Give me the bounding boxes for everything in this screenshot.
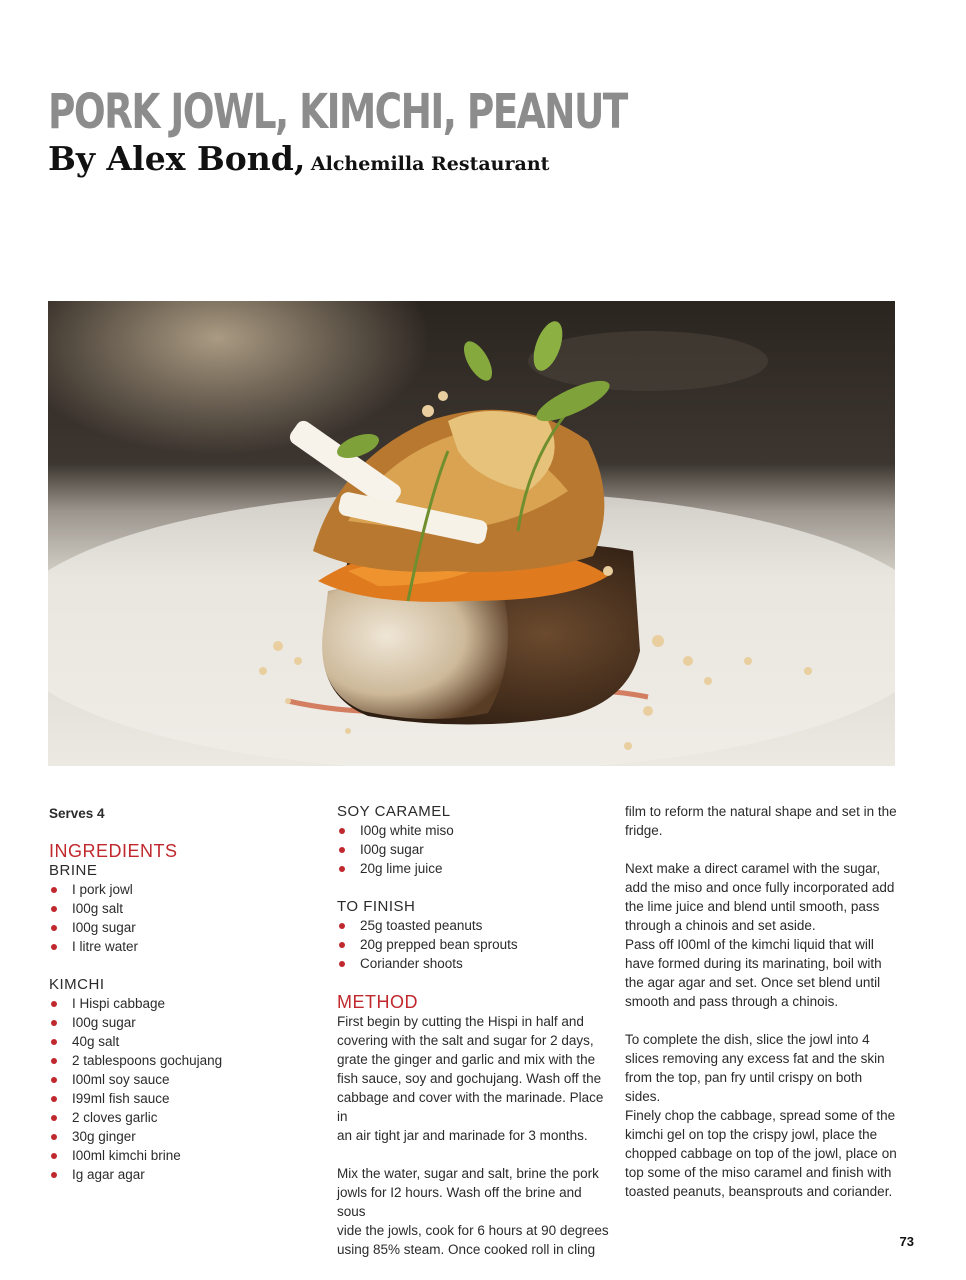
list-item: I00g sugar: [337, 840, 612, 859]
serves-label: Serves 4: [49, 806, 105, 821]
list-item: I pork jowl: [49, 880, 299, 899]
list-item: Coriander shoots: [337, 954, 612, 973]
bullet-icon: [51, 944, 57, 950]
method-paragraph: film to reform the natural shape and set in the fridge.: [625, 804, 897, 838]
list-item: 40g salt: [49, 1032, 299, 1051]
bullet-icon: [51, 1153, 57, 1159]
list-item: 30g ginger: [49, 1127, 299, 1146]
bullet-icon: [339, 923, 345, 929]
list-item: I99ml fish sauce: [49, 1089, 299, 1108]
bullet-icon: [51, 1134, 57, 1140]
soy-caramel-list: [337, 821, 612, 878]
list-item: I litre water: [49, 937, 299, 956]
chef-name: By Alex Bond,: [48, 139, 306, 178]
bullet-icon: [339, 942, 345, 948]
method-continued-column: [625, 802, 897, 1201]
kimchi-heading: KIMCHI: [49, 976, 105, 993]
bullet-icon: [51, 1020, 57, 1026]
method-heading: METHOD: [337, 992, 418, 1012]
method-paragraph: First begin by cutting the Hispi in half and covering with the salt and sugar for 2 days, grate the ginger and garlic and mix with the fish sauce, soy and gochujang. Wash off the cabbage and cover with the marinade. Place in an air tight jar and marinade for 3 months.: [337, 1014, 604, 1143]
method-paragraph: To complete the dish, slice the jowl into 4 slices removing any excess fat and the skin from the top, pan fry until crispy on both sides. Finely chop the cabbage, spread some of the kimchi gel on top the crispy jowl, place the chopped cabbage on top of the jowl, place on top some of the miso caramel and finish with toasted peanuts, beansprouts and coriander.: [625, 1032, 897, 1199]
list-item: 20g prepped bean sprouts: [337, 935, 612, 954]
bullet-icon: [51, 1172, 57, 1178]
list-item: I00g sugar: [49, 918, 299, 937]
method-column: [337, 802, 612, 1259]
bullet-icon: [51, 1096, 57, 1102]
kimchi-list: [49, 994, 299, 1184]
bullet-icon: [339, 847, 345, 853]
method-paragraph: Next make a direct caramel with the sugar, add the miso and once fully incorporated add the lime juice and blend until smooth, pass through a chinois and set aside. Pass off I00ml of the kimchi liquid that will have formed during its marinating, boil with the agar agar and set. Once set blend until smooth and pass through a chinois.: [625, 861, 895, 1009]
brine-list: [49, 880, 299, 956]
plated-dish-illustration: [48, 301, 895, 766]
method-paragraph: Mix the water, sugar and salt, brine the pork jowls for I2 hours. Wash off the brine and sous vide the jowls, cook for 6 hours at 90 degrees using 85% steam. Once cooked roll in cling: [337, 1166, 609, 1257]
list-item: I00g salt: [49, 899, 299, 918]
ingredients-heading: INGREDIENTS: [49, 841, 178, 861]
bullet-icon: [51, 1077, 57, 1083]
bullet-icon: [339, 961, 345, 967]
bullet-icon: [339, 866, 345, 872]
bullet-icon: [339, 828, 345, 834]
list-item: I00ml soy sauce: [49, 1070, 299, 1089]
brine-heading: BRINE: [49, 862, 98, 879]
restaurant-name: Alchemilla Restaurant: [310, 153, 550, 175]
ingredients-column: [49, 802, 299, 1184]
recipe-title: PORK JOWL, KIMCHI, PEANUT: [48, 84, 627, 140]
list-item: I Hispi cabbage: [49, 994, 299, 1013]
to-finish-list: [337, 916, 612, 973]
list-item: 2 tablespoons gochujang: [49, 1051, 299, 1070]
bullet-icon: [51, 1039, 57, 1045]
byline: [48, 139, 550, 178]
to-finish-heading: TO FINISH: [337, 898, 416, 915]
list-item: 25g toasted peanuts: [337, 916, 612, 935]
bullet-icon: [51, 906, 57, 912]
list-item: I00g sugar: [49, 1013, 299, 1032]
bullet-icon: [51, 1001, 57, 1007]
bullet-icon: [51, 925, 57, 931]
bullet-icon: [51, 887, 57, 893]
bullet-icon: [51, 1058, 57, 1064]
dish-photo: [48, 301, 895, 766]
list-item: I00g white miso: [337, 821, 612, 840]
soy-caramel-heading: SOY CARAMEL: [337, 803, 451, 820]
list-item: 20g lime juice: [337, 859, 612, 878]
list-item: 2 cloves garlic: [49, 1108, 299, 1127]
bullet-icon: [51, 1115, 57, 1121]
list-item: I00ml kimchi brine: [49, 1146, 299, 1165]
list-item: Ig agar agar: [49, 1165, 299, 1184]
page-number: 73: [899, 1234, 914, 1249]
